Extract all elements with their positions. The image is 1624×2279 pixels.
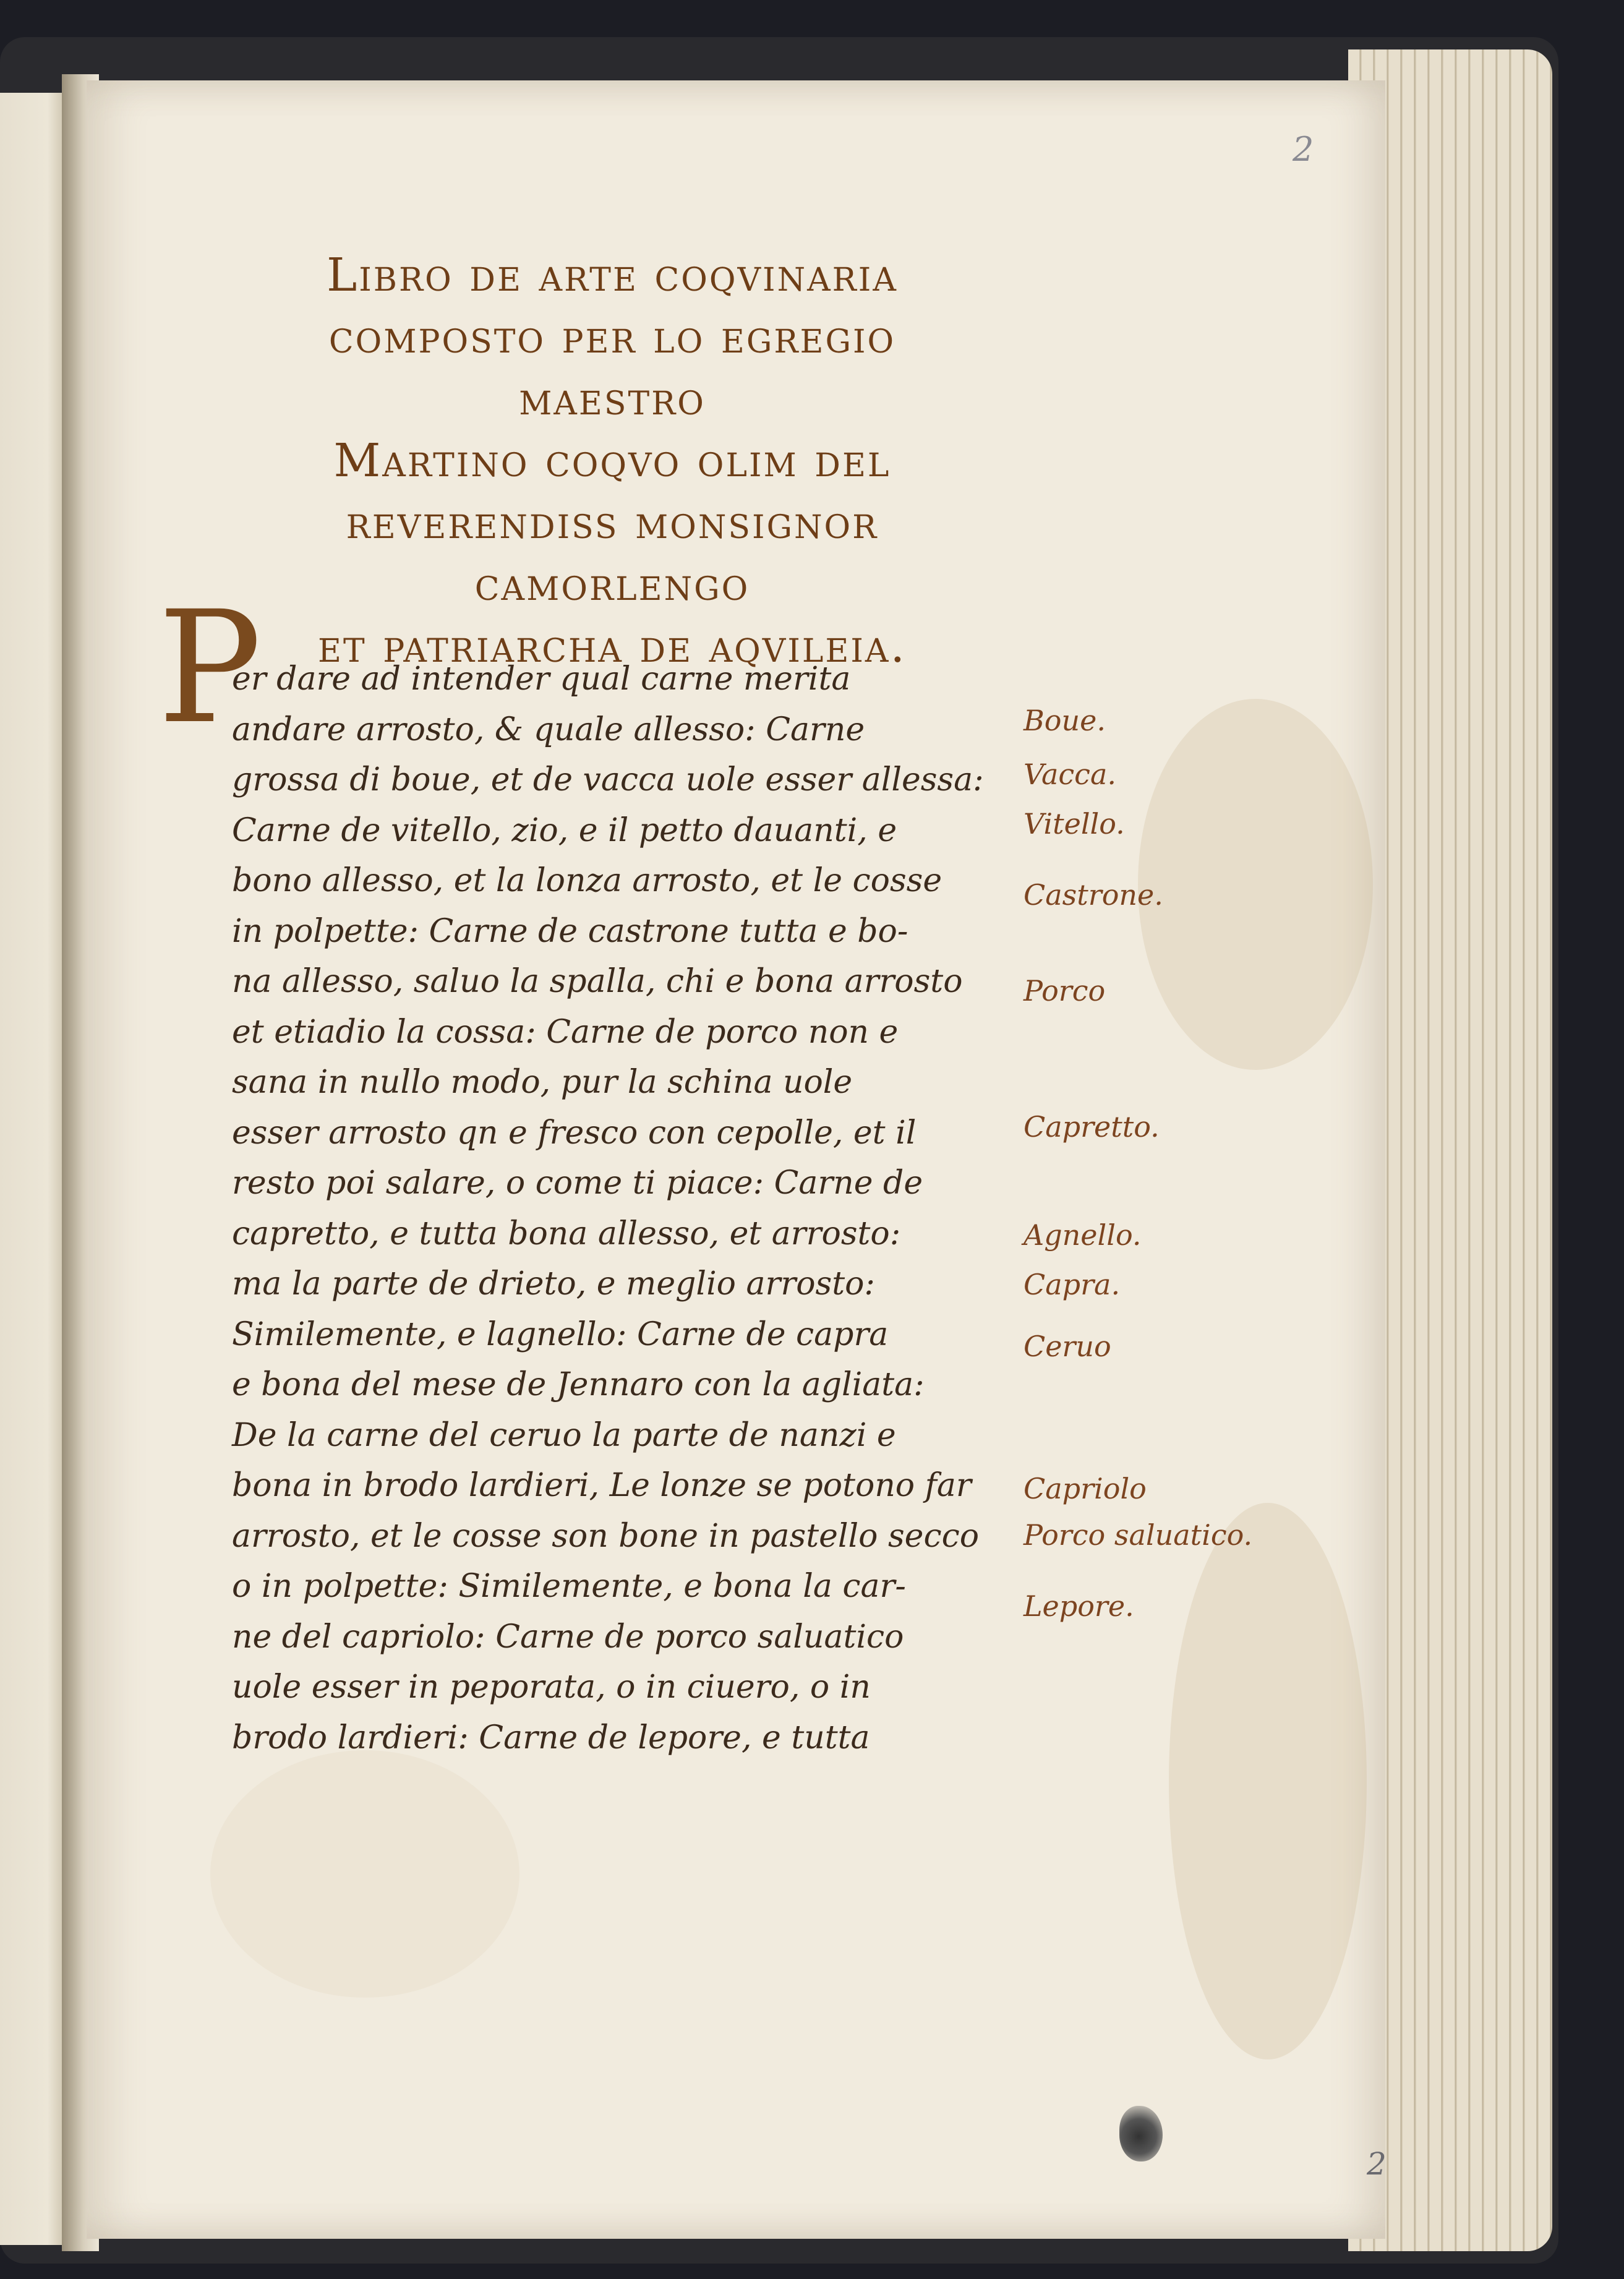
title-line: reverendiss monsignor (346, 496, 879, 549)
body-line: o in polpette: Similemente, e bona la car- (232, 1568, 906, 1605)
body-line: ne del capriolo: Carne de porco saluatico (232, 1618, 904, 1656)
page-stain (1138, 699, 1373, 1070)
body-line: brodo lardieri: Carne de lepore, e tutta (232, 1719, 870, 1756)
title-line: Libro de arte coqvinaria (327, 249, 898, 302)
body-line: resto poi salare, o come ti piace: Carne de (232, 1165, 923, 1202)
margin-note: Capriolo (1024, 1472, 1147, 1505)
body-line: Carne de vitello, zio, e il petto dauanti, e (232, 811, 897, 849)
body-line: bono allesso, et la lonza arrosto, et le cosse (232, 862, 942, 899)
body-line: uole esser in peporata, o in ciuero, o in (232, 1669, 871, 1706)
margin-note: Boue. (1024, 704, 1106, 737)
title-block (161, 244, 1064, 677)
body-line: ma la parte de drieto, e meglio arrosto: (232, 1265, 875, 1302)
body-line: e bona del mese de Jennaro con la agliata: (232, 1366, 925, 1403)
body-line: sana in nullo modo, pur la schina uole (232, 1064, 853, 1101)
margin-note: Vitello. (1024, 807, 1125, 840)
body-line: na allesso, saluo la spalla, chi e bona arrosto (232, 963, 963, 1000)
margin-note: Porco saluatico. (1024, 1518, 1253, 1552)
page-stain (210, 1750, 519, 1998)
left-page-edge (0, 93, 68, 2245)
body-line: Similemente, e lagnello: Carne de capra (232, 1315, 889, 1353)
margin-note: Vacca. (1024, 758, 1116, 791)
title-line: composto per lo egregio (328, 310, 896, 364)
margin-note: Capretto. (1024, 1110, 1160, 1144)
corner-mark: 2 (1367, 2146, 1387, 2182)
body-line: et etiadio la cossa: Carne de porco non e (232, 1013, 899, 1051)
body-line: grossa di boue, et de vacca uole esser allessa: (232, 761, 984, 798)
ink-blot (1119, 2106, 1163, 2161)
page-stain (1169, 1503, 1367, 2059)
margin-note: Lepore. (1024, 1589, 1134, 1623)
drop-cap: P (158, 578, 262, 758)
title-line: Martino coqvo olim del (333, 434, 891, 487)
title-line: maestro (519, 372, 706, 425)
title-line: camorlengo (474, 558, 750, 611)
margin-note: Porco (1024, 974, 1106, 1007)
body-line: andare arrosto, & quale allesso: Carne (232, 711, 865, 748)
margin-note: Capra. (1024, 1268, 1121, 1301)
body-line: arrosto, et le cosse son bone in pastello secco (232, 1517, 980, 1555)
title-line: et patriarcha de aqvileia. (318, 620, 907, 673)
folio-number: 2 (1293, 130, 1314, 169)
margin-note: Agnello. (1024, 1218, 1142, 1252)
body-line: De la carne del ceruo la parte de nanzi e (232, 1416, 896, 1454)
body-line: bona in brodo lardieri, Le lonze se potono far (232, 1467, 972, 1504)
body-line: capretto, e tutta bona allesso, et arrosto: (232, 1215, 901, 1252)
body-line: esser arrosto qn e fresco con cepolle, et il (232, 1114, 917, 1152)
body-text (232, 654, 1011, 1763)
body-line: in polpette: Carne de castrone tutta e bo- (232, 912, 908, 950)
margin-note: Ceruo (1024, 1330, 1111, 1363)
body-line: er dare ad intender qual carne merita (232, 661, 851, 698)
margin-note: Castrone. (1024, 878, 1163, 912)
